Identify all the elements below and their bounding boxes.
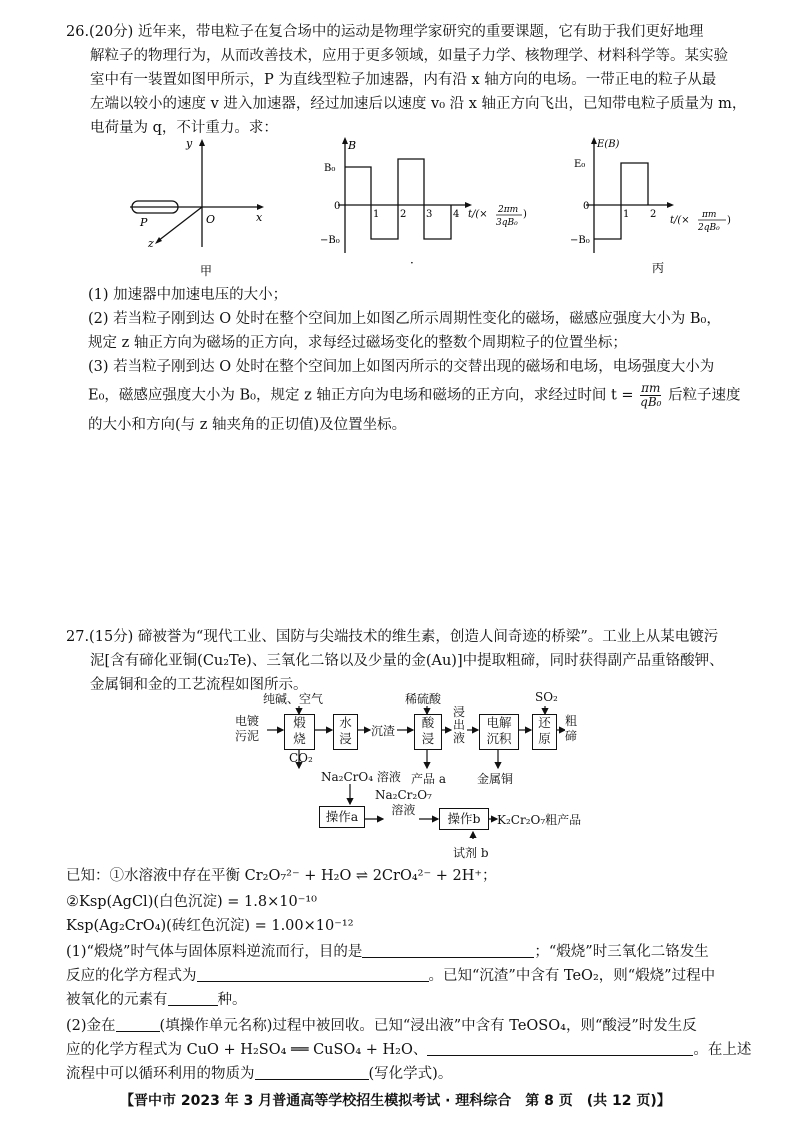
q27-p1-line-2: [66, 964, 715, 988]
tick-label: 4: [453, 209, 460, 220]
fraction-denominator: qB₀: [640, 395, 662, 409]
time-unit-numerator: 2πm: [498, 205, 519, 215]
na2cr2o7-label: Na₂Cr₂O₇ 溶液: [375, 788, 432, 817]
q27-p2-line-3: [66, 1062, 452, 1086]
operation-a-box: 操作a: [319, 806, 365, 828]
time-unit-denominator: 3qB₀: [496, 218, 518, 228]
q26-sub3c: 的大小和方向(与 z 轴夹角的正切值)及位置坐标。: [88, 417, 407, 433]
e0-label: E₀: [574, 159, 586, 170]
reagent-dilute-acid: 稀硫酸: [405, 692, 442, 706]
q27-p1-line-1: [66, 940, 709, 964]
leachate-label: 浸 出 液: [453, 705, 466, 745]
q26-line-3: 室中有一装置如图甲所示，P 为直线型粒子加速器，内有沿 x 轴方向的电场。一带正电的粒子从最: [90, 72, 717, 88]
reagent-b-label: 试剂 b: [453, 846, 489, 860]
q27-p2a-post: (填操作单元名称)过程中被回收。已知“浸出液”中含有 TeOSO₄，则“酸浸”时发生反: [159, 1018, 697, 1034]
q27-p1c-text: 被氧化的元素有: [66, 992, 168, 1008]
zero-label: 0: [583, 201, 590, 212]
fraction-numerator: πm: [641, 381, 661, 395]
answer-blank[interactable]: [255, 1065, 369, 1080]
q26-sub3a: (3) 若当粒子刚到达 O 处时在整个空间加上如图丙所示的交替出现的磁场和电场，电场强度大小为: [88, 359, 715, 375]
process-flowchart: [235, 690, 582, 862]
q27-p2-line-1: [66, 1014, 697, 1038]
q27-p1a-text: (1)“煅烧”时气体与固体原料逆流而行，目的是: [66, 944, 363, 960]
known-2: ②Ksp(AgCl)(白色沉淀) = 1.8×10⁻¹⁰: [66, 894, 317, 910]
q26-line-4: 左端以较小的速度 v 进入加速器，经过加速后以速度 v₀ 沿 x 轴正方向飞出，已知带电粒子质量为 m，: [90, 96, 747, 112]
acid-leach-box: 酸 浸: [414, 714, 442, 750]
page-footer: 【晋中市 2023 年 3 月普通高等学校招生模拟考试 · 理科综合 第 8 页 (共 12 页)】: [120, 1093, 671, 1109]
q26-line-1: 26.(20分) 近年来，带电粒子在复合场中的运动是物理学家研究的重要课题，它有助于我们更好地理: [66, 24, 704, 40]
q26-sub3b-post: 后粒子速度: [668, 387, 741, 404]
b-axis-label: B: [348, 139, 357, 152]
calcine-box: 煅 烧: [284, 714, 315, 750]
q27-line-3: 金属铜和金的工艺流程如图所示。: [90, 677, 308, 693]
q27-p1-line-3: [66, 988, 247, 1012]
neg-b0-label: −B₀: [320, 235, 340, 246]
q27-p1b-text: 反应的化学方程式为: [66, 968, 197, 984]
answer-blank[interactable]: [427, 1041, 693, 1056]
tick-label: 2: [650, 209, 657, 220]
q27-line-1: 27.(15分) 碲被誉为“现代工业、国防与尖端技术的维生素，创造人间奇迹的桥梁”。工业上从某电镀污: [66, 629, 719, 645]
k2cr2o7-label: K₂Cr₂O₇粗产品: [497, 813, 582, 827]
svg-text:): ): [523, 209, 527, 220]
reduce-box: 还 原: [532, 714, 557, 750]
tick-label: 1: [623, 209, 630, 220]
q26-sub3b: [88, 382, 741, 409]
q26-sub2b: 规定 z 轴正方向为磁场的正方向，求每经过磁场变化的整数个周期粒子的位置坐标；: [88, 335, 627, 351]
operation-b-box: 操作b: [439, 808, 489, 830]
axis-y-label: y: [186, 137, 193, 150]
figure-caption-jia: 甲: [200, 264, 213, 278]
q27-p2c-text: 流程中可以循环利用的物质为: [66, 1066, 255, 1082]
na2cro4-label: Na₂CrO₄ 溶液: [321, 770, 401, 784]
time-axis-label: t/(×: [468, 209, 488, 220]
neg-b0-label: −B₀: [570, 235, 590, 246]
zero-label: 0: [334, 201, 341, 212]
q27-p2a-text: (2)金在: [66, 1018, 116, 1034]
product-a-label: 产品 a: [411, 772, 446, 786]
copper-label: 金属铜: [477, 772, 514, 786]
answer-blank[interactable]: [362, 943, 534, 958]
reagent-so2: SO₂: [535, 690, 558, 704]
tick-label: 2: [400, 209, 407, 220]
residue-label: 沉渣: [371, 724, 396, 738]
q27-line-2: 泥[含有碲化亚铜(Cu₂Te)、三氧化二铬以及少量的金(Au)]中提取粗碲，同时获得副产品重铬酸钾、: [90, 653, 724, 669]
answer-blank[interactable]: [168, 991, 218, 1006]
figure-bing: [570, 135, 740, 285]
tick-label: 1: [373, 209, 380, 220]
figure-caption-yi: ·: [410, 256, 414, 270]
co2-label: CO₂: [289, 751, 313, 765]
tick-label: 3: [426, 209, 433, 220]
figure-caption-bing: 丙: [652, 261, 665, 275]
q27-p2b-post: 。在上述: [693, 1042, 752, 1058]
answer-blank[interactable]: [116, 1017, 160, 1032]
b0-label: B₀: [324, 163, 336, 174]
q27-p1b-post: 。已知“沉渣”中含有 TeO₂，则“煅烧”过程中: [428, 968, 716, 984]
time-unit-denominator: 2qB₀: [698, 223, 720, 233]
product-crude-te: 粗 碲: [565, 714, 578, 743]
origin-label: O: [206, 213, 216, 226]
q27-p1c-post: 种。: [217, 992, 247, 1008]
q27-p2c-post: (写化学式)。: [368, 1066, 453, 1082]
q27-p1a-post: ；“煅烧”时三氧化二铬发生: [534, 944, 709, 960]
eb-axis-label: E(B): [597, 139, 620, 150]
answer-blank[interactable]: [197, 967, 429, 982]
electrodeposition-box: 电解 沉积: [479, 714, 519, 750]
q26-line-5: 电荷量为 q，不计重力。求：: [90, 120, 278, 136]
q26-sub3b-pre: E₀，磁感应强度大小为 B₀，规定 z 轴正方向为电场和磁场的正方向，求经过时间 t =: [88, 387, 634, 404]
figure-jia: [120, 135, 280, 285]
known-3: Ksp(Ag₂CrO₄)(砖红色沉淀) = 1.00×10⁻¹²: [66, 918, 354, 934]
input-sludge-label: 电镀 污泥: [235, 714, 260, 743]
reagent-soda-air: 纯碱、空气: [263, 692, 324, 706]
accelerator-label: P: [140, 216, 148, 229]
q27-p2-line-2: [66, 1038, 751, 1062]
q26-line-2: 解粒子的物理行为，从而改善技术，应用于更多领域，如量子力学、核物理学、材料科学等。某实验: [90, 48, 728, 64]
axis-z-label: z: [148, 237, 154, 250]
svg-text:): ): [727, 215, 731, 226]
axis-x-label: x: [256, 211, 263, 224]
water-leach-box: 水 浸: [333, 714, 358, 750]
q26-sub2a: (2) 若当粒子刚到达 O 处时在整个空间加上如图乙所示周期性变化的磁场，磁感应强度大小为 B₀，: [88, 311, 721, 327]
time-axis-label: t/(×: [670, 215, 690, 226]
known-1: 已知：①水溶液中存在平衡 Cr₂O₇²⁻ + H₂O ⇌ 2CrO₄²⁻ + 2H⁺；: [66, 868, 497, 884]
time-unit-numerator: πm: [702, 210, 717, 220]
figure-yi: [318, 135, 538, 285]
q27-p2b-text: 应的化学方程式为 CuO + H₂SO₄ ══ CuSO₄ + H₂O、: [66, 1042, 428, 1058]
q26-sub1: (1) 加速器中加速电压的大小；: [88, 287, 288, 303]
